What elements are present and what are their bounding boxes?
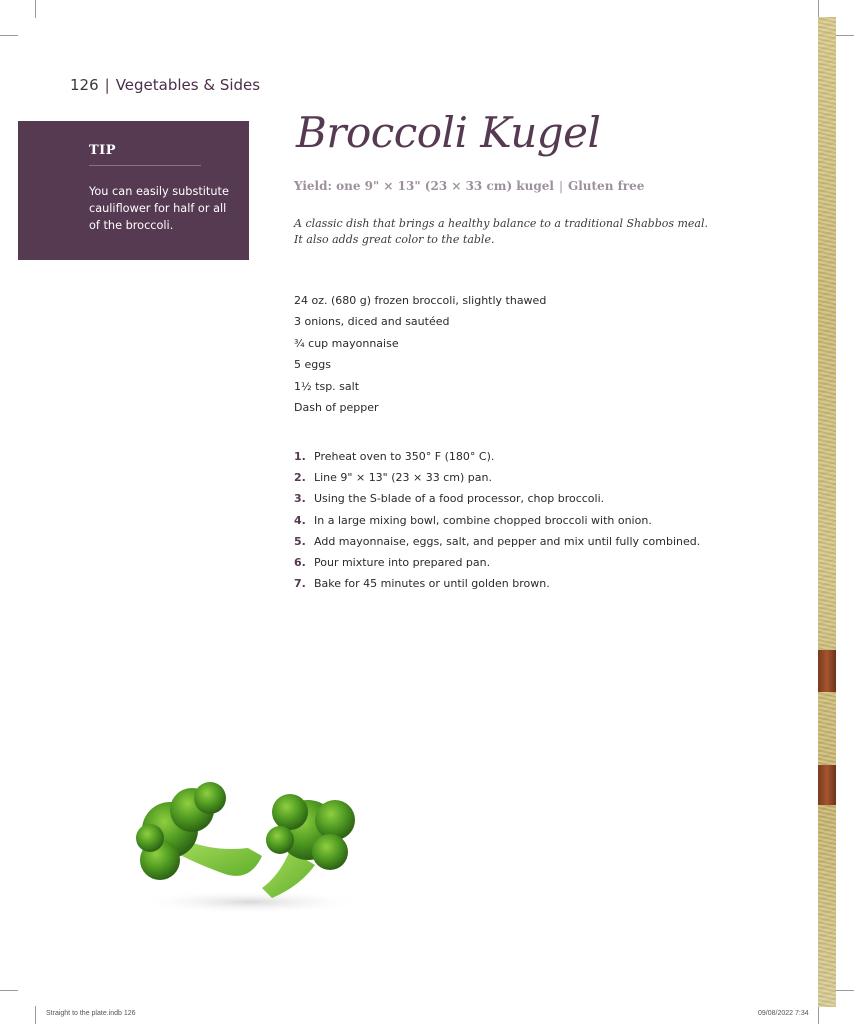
instruction-step [294, 512, 700, 533]
recipe-intro [294, 216, 714, 248]
instruction-step [294, 448, 700, 469]
crop-mark [818, 0, 819, 18]
step-number: 6. [294, 555, 306, 569]
running-header [70, 76, 260, 94]
instruction-step [294, 554, 700, 575]
file-slug: Straight to the plate.indb 126 [46, 1010, 136, 1017]
intro-line: A classic dish that brings a healthy balance to a traditional Shabbos meal. [294, 217, 709, 230]
yield-text: Yield: one 9" × 13" (23 × 33 cm) kugel [294, 179, 554, 193]
crop-mark [0, 35, 18, 36]
dietary-label: Gluten free [567, 179, 645, 193]
wooden-utensil-edge [818, 765, 836, 805]
ingredient-list [294, 292, 546, 420]
instruction-step [294, 575, 700, 596]
instruction-list [294, 448, 700, 596]
step-number: 2. [294, 471, 306, 485]
instruction-step [294, 533, 700, 554]
broccoli-floret-left [136, 782, 262, 880]
ingredient-item: 24 oz. (680 g) frozen broccoli, slightly thawed [294, 294, 547, 307]
crop-mark [818, 1006, 819, 1024]
ingredient-item: ¾ cup mayonnaise [294, 336, 399, 350]
yield-line [294, 179, 644, 193]
yield-separator: | [558, 179, 563, 193]
crop-mark [836, 35, 854, 36]
crop-mark [836, 990, 854, 991]
page-number: 126 [70, 76, 99, 94]
tip-divider [89, 165, 201, 166]
step-number: 1. [294, 450, 306, 463]
intro-line: It also adds great color to the table. [294, 233, 495, 246]
ingredient-item: 3 onions, diced and sautéed [294, 315, 450, 329]
instruction-step [294, 469, 700, 490]
crop-mark [35, 1006, 36, 1024]
timestamp-slug: 09/08/2022 7:34 [758, 1010, 809, 1017]
ingredient-item: Dash of pepper [294, 400, 379, 414]
instruction-step [294, 490, 700, 511]
section-title: Vegetables & Sides [115, 76, 261, 94]
tip-title: TIP [89, 143, 117, 158]
step-number: 4. [294, 513, 306, 527]
tip-text: You can easily substitute cauliflower for half or all of the broccoli. [89, 185, 229, 232]
crop-mark [35, 0, 36, 18]
fabric-texture-strip [818, 17, 836, 1007]
step-text: Preheat oven to 350° F (180° C). [314, 450, 495, 463]
step-number: 3. [294, 492, 306, 506]
step-text: Pour mixture into prepared pan. [314, 555, 491, 569]
step-number: 5. [294, 534, 306, 548]
step-text: Using the S-blade of a food processor, chop broccoli. [314, 492, 605, 506]
wooden-utensil-edge [818, 650, 836, 692]
step-text: Bake for 45 minutes or until golden brown. [314, 577, 550, 591]
broccoli-floret-right [262, 794, 355, 898]
step-text: Line 9" × 13" (23 × 33 cm) pan. [314, 471, 492, 485]
recipe-title: Broccoli Kugel [296, 108, 601, 157]
broccoli-photo [130, 770, 380, 915]
crop-mark [0, 990, 18, 991]
header-separator: | [104, 76, 110, 94]
ingredient-item: 1½ tsp. salt [294, 379, 360, 393]
step-text: Add mayonnaise, eggs, salt, and pepper and mix until fully combined. [314, 534, 701, 548]
step-number: 7. [294, 577, 306, 591]
ingredient-item: 5 eggs [294, 358, 331, 372]
tip-box [18, 121, 249, 260]
step-text: In a large mixing bowl, combine chopped broccoli with onion. [314, 513, 652, 527]
